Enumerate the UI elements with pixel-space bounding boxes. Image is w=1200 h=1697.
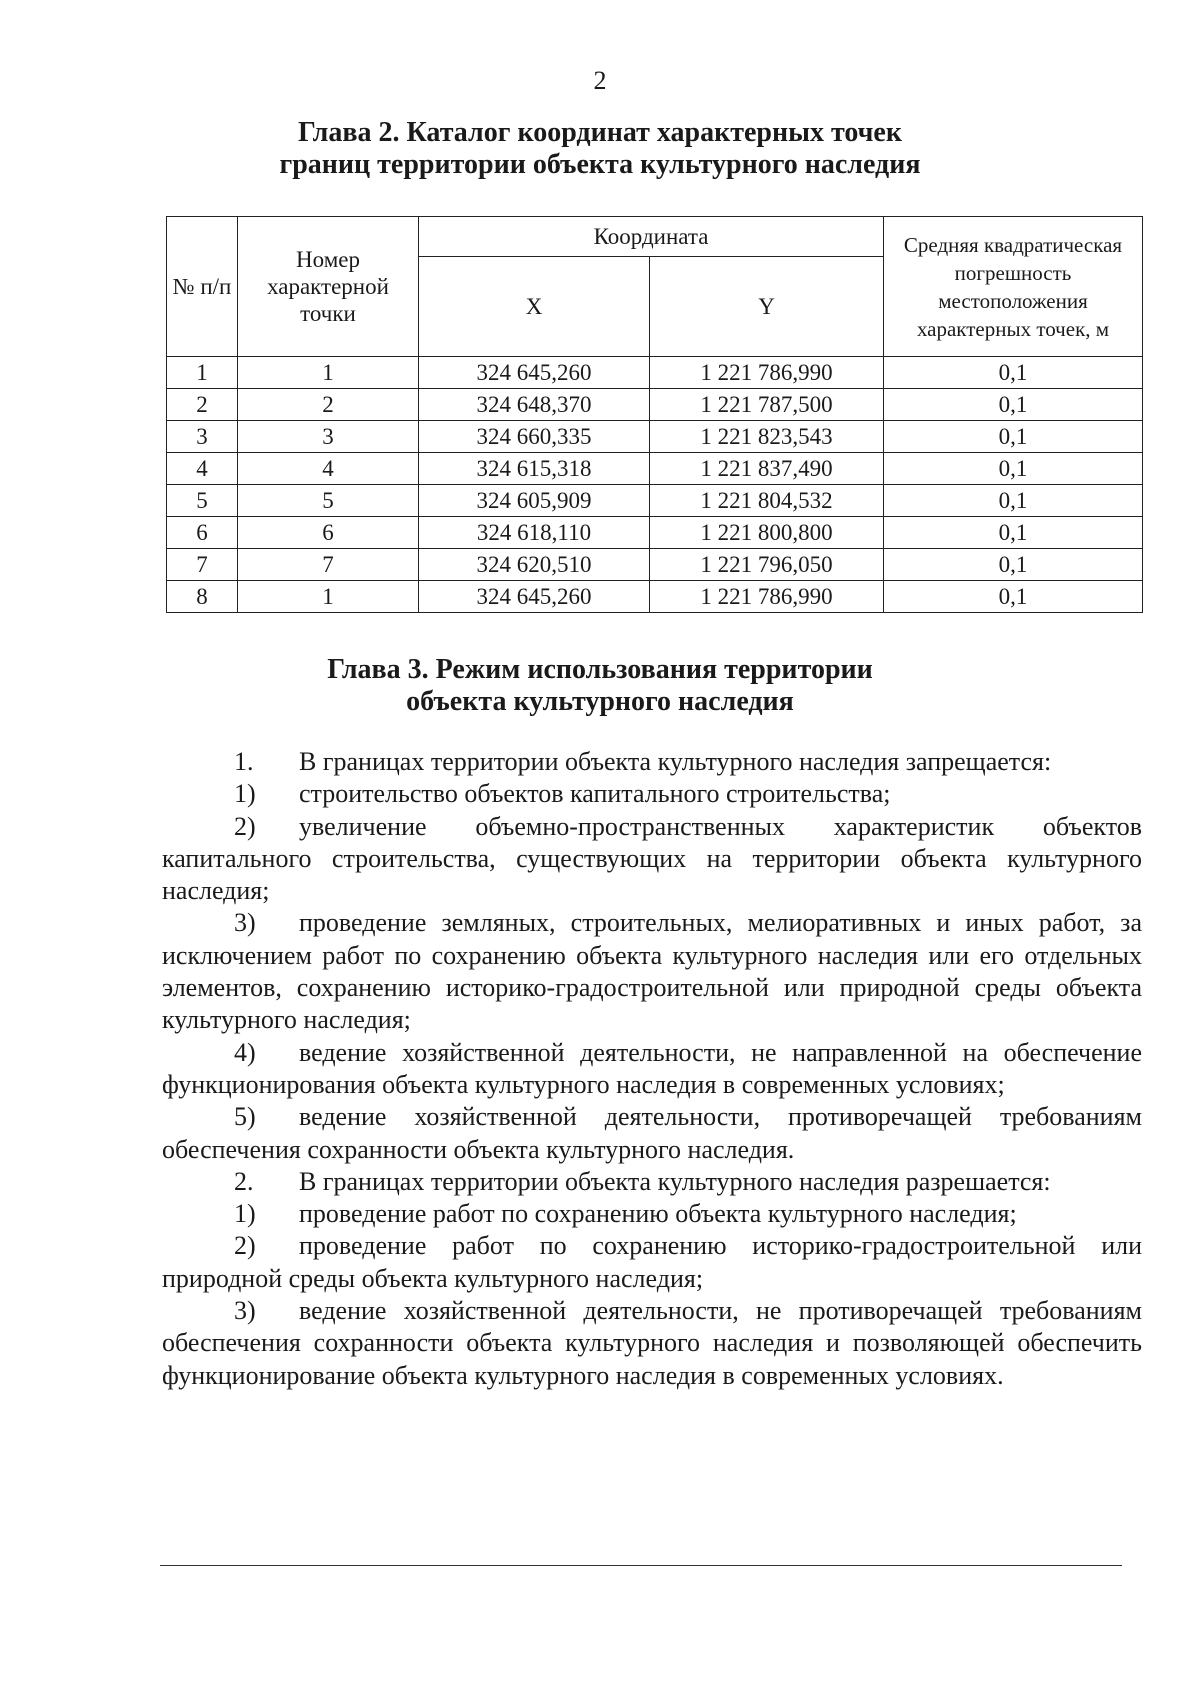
cell-num: 7 (167, 549, 238, 581)
list-marker: 5) (234, 1102, 256, 1132)
list-item (162, 811, 1142, 908)
cell-error: 0,1 (884, 453, 1143, 485)
header-x: X (419, 257, 650, 357)
chapter-2-title-line-2: границ территории объекта культурного наследия (279, 149, 921, 180)
list-marker: 1. (234, 747, 254, 776)
cell-y: 1 221 804,532 (650, 485, 884, 517)
cell-y: 1 221 787,500 (650, 389, 884, 421)
list-item (162, 778, 1142, 810)
cell-x: 324 605,909 (419, 485, 650, 517)
cell-error: 0,1 (884, 389, 1143, 421)
chapter-3-title (0, 654, 1200, 718)
list-item (162, 1198, 1142, 1230)
list-item (162, 1037, 1142, 1102)
cell-error: 0,1 (884, 357, 1143, 389)
page-number: 2 (593, 66, 607, 95)
list-item (162, 1166, 1142, 1198)
cell-y: 1 221 786,990 (650, 357, 884, 389)
cell-point: 1 (238, 357, 419, 389)
table-row (167, 581, 1143, 613)
header-point: Номер характерной точки (238, 217, 419, 357)
cell-error: 0,1 (884, 485, 1143, 517)
cell-num: 6 (167, 517, 238, 549)
cell-y: 1 221 796,050 (650, 549, 884, 581)
table-row (167, 517, 1143, 549)
cell-num: 5 (167, 485, 238, 517)
chapter-3-body (162, 746, 1142, 1392)
cell-point: 3 (238, 421, 419, 453)
header-error: Средняя квадратическая погрешность местоположения характерных точек, м (884, 217, 1143, 357)
list-marker: 4) (234, 1037, 256, 1067)
list-text: увеличение объемно-пространственных характеристик объектов капитального строительства, существующих на территории объекта культурного наследия; (162, 811, 1142, 906)
list-text: проведение работ по сохранению объекта культурного наследия; (299, 1199, 1017, 1229)
table-row (167, 421, 1143, 453)
header-num: № п/п (167, 217, 238, 357)
cell-x: 324 645,260 (419, 581, 650, 613)
chapter-3-title-line-2: объекта культурного наследия (406, 686, 794, 717)
list-text: проведение земляных, строительных, мелиоративных и иных работ, за исключением работ по сохранению объекта культурного наследия или его отдельных элементов, сохранению историко-градостроительной или природной среды объекта культурного наследия; (162, 908, 1142, 1035)
list-item (162, 1295, 1142, 1392)
list-text: ведение хозяйственной деятельности, противоречащей требованиям обеспечения сохранности объекта культурного наследия. (162, 1102, 1142, 1164)
list-item (162, 1101, 1142, 1166)
chapter-2-title-line-1: Глава 2. Каталог координат характерных точек (298, 117, 902, 148)
list-item (162, 907, 1142, 1036)
list-text: ведение хозяйственной деятельности, не направленной на обеспечение функционирования объекта культурного наследия в современных условиях; (162, 1037, 1142, 1099)
table-row (167, 485, 1143, 517)
list-marker: 2) (234, 1231, 256, 1261)
list-marker: 3) (234, 908, 256, 938)
list-text: В границах территории объекта культурного наследия разрешается: (299, 1166, 1051, 1196)
cell-error: 0,1 (884, 421, 1143, 453)
list-item (162, 746, 1142, 778)
list-marker: 2) (234, 811, 256, 841)
list-text: ведение хозяйственной деятельности, не противоречащей требованиям обеспечения сохранности объекта культурного наследия и позволяющей обеспечить функционирование объекта культурного наследия в современных условиях. (162, 1296, 1142, 1390)
cell-num: 2 (167, 389, 238, 421)
cell-error: 0,1 (884, 581, 1143, 613)
list-marker: 1) (234, 779, 256, 809)
cell-x: 324 660,335 (419, 421, 650, 453)
coordinates-table (166, 216, 1143, 613)
cell-point: 5 (238, 485, 419, 517)
header-y: Y (650, 257, 884, 357)
cell-point: 6 (238, 517, 419, 549)
header-coordinate: Координата (419, 217, 884, 257)
cell-x: 324 618,110 (419, 517, 650, 549)
list-text: проведение работ по сохранению историко-градостроительной или природной среды объекта культурного наследия; (162, 1231, 1142, 1293)
chapter-2-title (0, 117, 1200, 181)
cell-y: 1 221 786,990 (650, 581, 884, 613)
cell-num: 1 (167, 357, 238, 389)
table-row (167, 453, 1143, 485)
cell-point: 1 (238, 581, 419, 613)
cell-y: 1 221 837,490 (650, 453, 884, 485)
cell-error: 0,1 (884, 517, 1143, 549)
list-item (162, 1230, 1142, 1295)
table-row (167, 389, 1143, 421)
list-marker: 3) (234, 1296, 256, 1326)
cell-point: 4 (238, 453, 419, 485)
cell-num: 4 (167, 453, 238, 485)
list-text: строительство объектов капитального строительства; (299, 779, 891, 809)
cell-y: 1 221 800,800 (650, 517, 884, 549)
cell-x: 324 620,510 (419, 549, 650, 581)
table-row (167, 357, 1143, 389)
table-row (167, 549, 1143, 581)
cell-num: 8 (167, 581, 238, 613)
cell-y: 1 221 823,543 (650, 421, 884, 453)
cell-x: 324 645,260 (419, 357, 650, 389)
cell-num: 3 (167, 421, 238, 453)
chapter-3-title-line-1: Глава 3. Режим использования территории (327, 654, 873, 685)
cell-x: 324 648,370 (419, 389, 650, 421)
list-marker: 1) (234, 1199, 256, 1229)
cell-x: 324 615,318 (419, 453, 650, 485)
cell-point: 2 (238, 389, 419, 421)
bottom-divider (160, 1565, 1122, 1566)
cell-point: 7 (238, 549, 419, 581)
cell-error: 0,1 (884, 549, 1143, 581)
list-marker: 2. (234, 1166, 254, 1196)
list-text: В границах территории объекта культурного наследия запрещается: (299, 747, 1052, 776)
